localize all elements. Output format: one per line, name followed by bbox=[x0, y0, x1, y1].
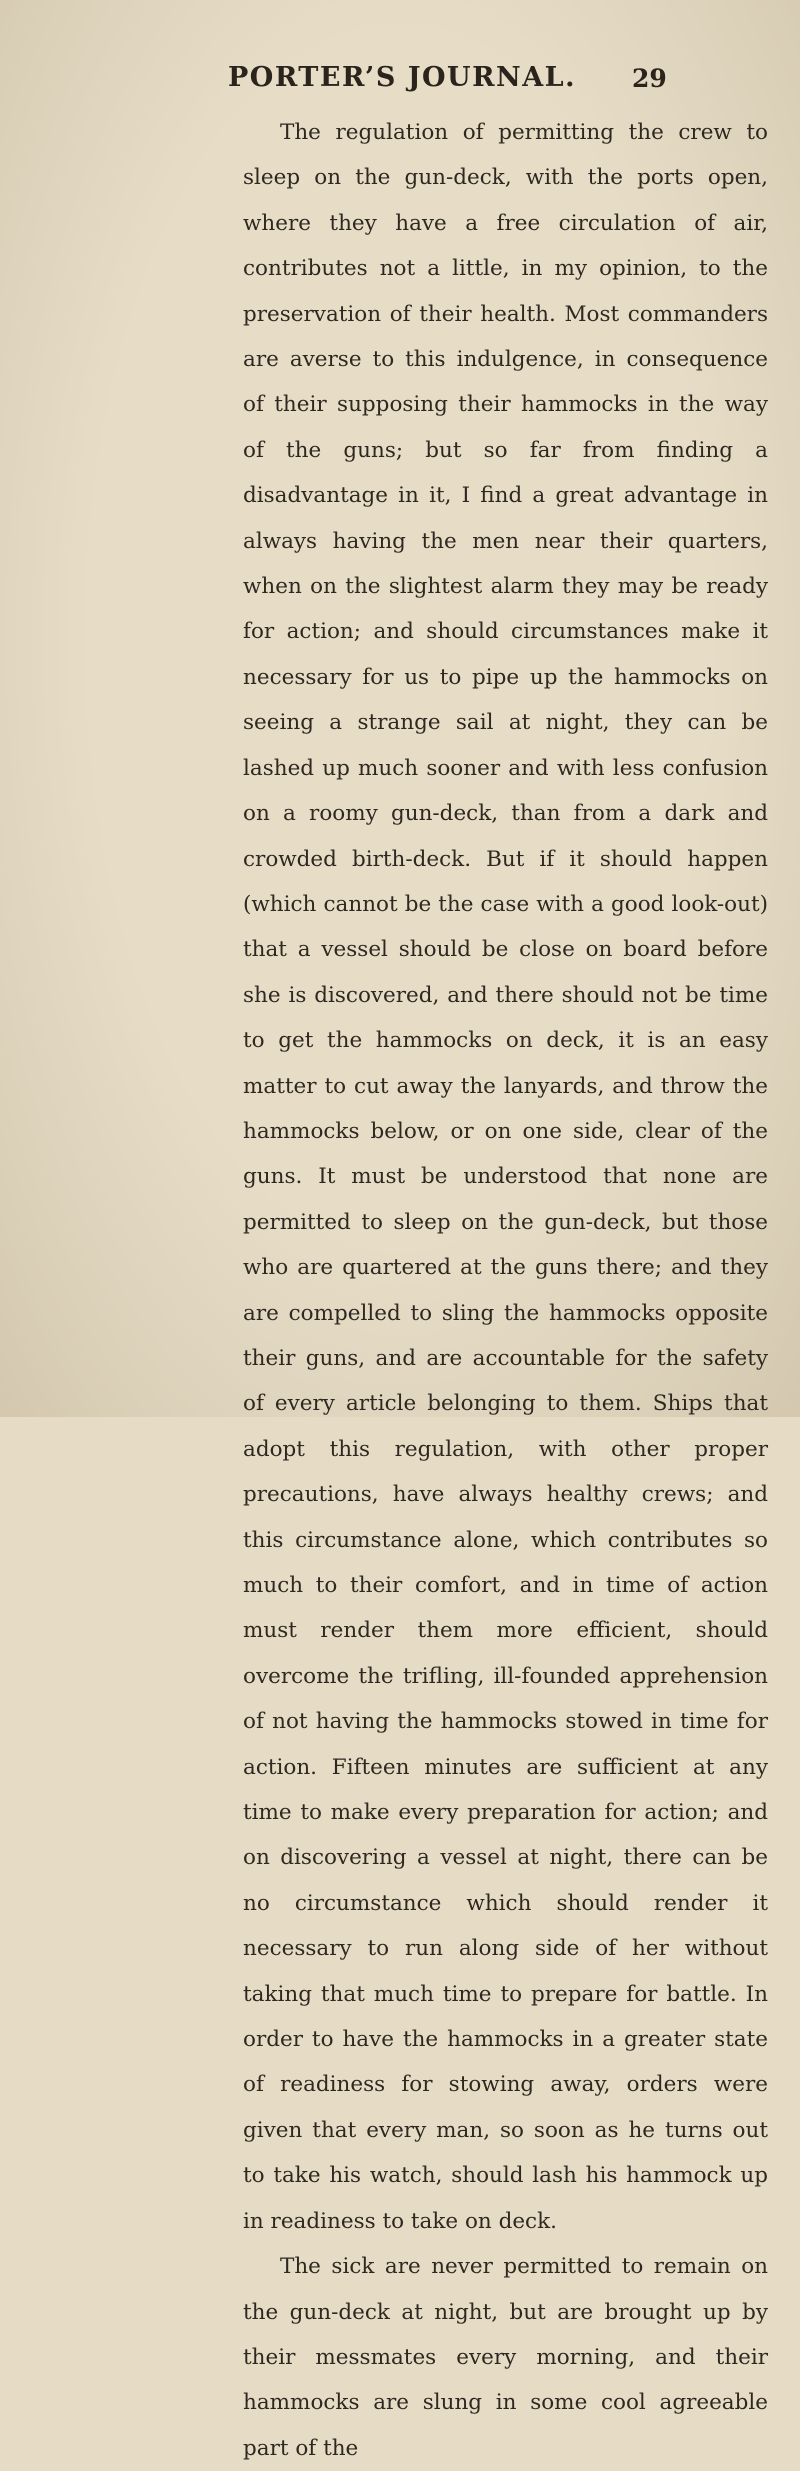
page-number: 29 bbox=[632, 64, 667, 93]
paragraph-sick-crew: The sick are never permitted to remain on the gun-deck at night, but are brought up by their messmates every morning, and their hammocks are slung in some cool agreeable part of the bbox=[243, 2254, 768, 2461]
running-head: PORTER’S JOURNAL. bbox=[228, 62, 577, 93]
body-text bbox=[243, 110, 768, 2471]
paragraph-hammock-regulation: The regulation of permitting the crew to sleep on the gun-deck, with the ports open, where they have a free circulation of air, contributes not a little, in my opinion, to the preservation of their health. Most commanders are averse to this indulgence, in consequence of their supposing their hammocks in the way of the guns; but so far from finding a disadvantage in it, I find a great advantage in always having the men near their quarters, when on the slightest alarm they may be ready for action; and should circumstances make it necessary for us to pipe up the hammocks on seeing a strange sail at night, they can be lashed up much sooner and with less confusion on a roomy gun-deck, than from a dark and crowded birth-deck. But if it should happen (which cannot be the case with a good look-out) that a vessel should be close on board before she is discovered, and there should not be time to get the hammocks on deck, it is an easy matter to cut away the lanyards, and throw the hammocks below, or on one side, clear of the guns. It must be understood that none are permitted to sleep on the gun-deck, but those who are quartered at the guns there; and they are compelled to sling the hammocks opposite their guns, and are accountable for the safety of every article belonging to them. Ships that adopt this regulation, with other proper precautions, have always healthy crews; and this circumstance alone, which contributes so much to their comfort, and in time of action must render them more efficient, should overcome the trifling, ill-founded apprehension of not having the hammocks stowed in time for action. Fifteen minutes are sufficient at any time to make every preparation for action; and on discovering a vessel at night, there can be no circumstance which should render it necessary to run along side of her without taking that much time to prepare for battle. In order to have the hammocks in a greater state of readiness for stowing away, orders were given that every man, so soon as he turns out to take his watch, should lash his hammock up in readiness to take on deck. bbox=[243, 120, 768, 2234]
page-header bbox=[0, 62, 800, 102]
